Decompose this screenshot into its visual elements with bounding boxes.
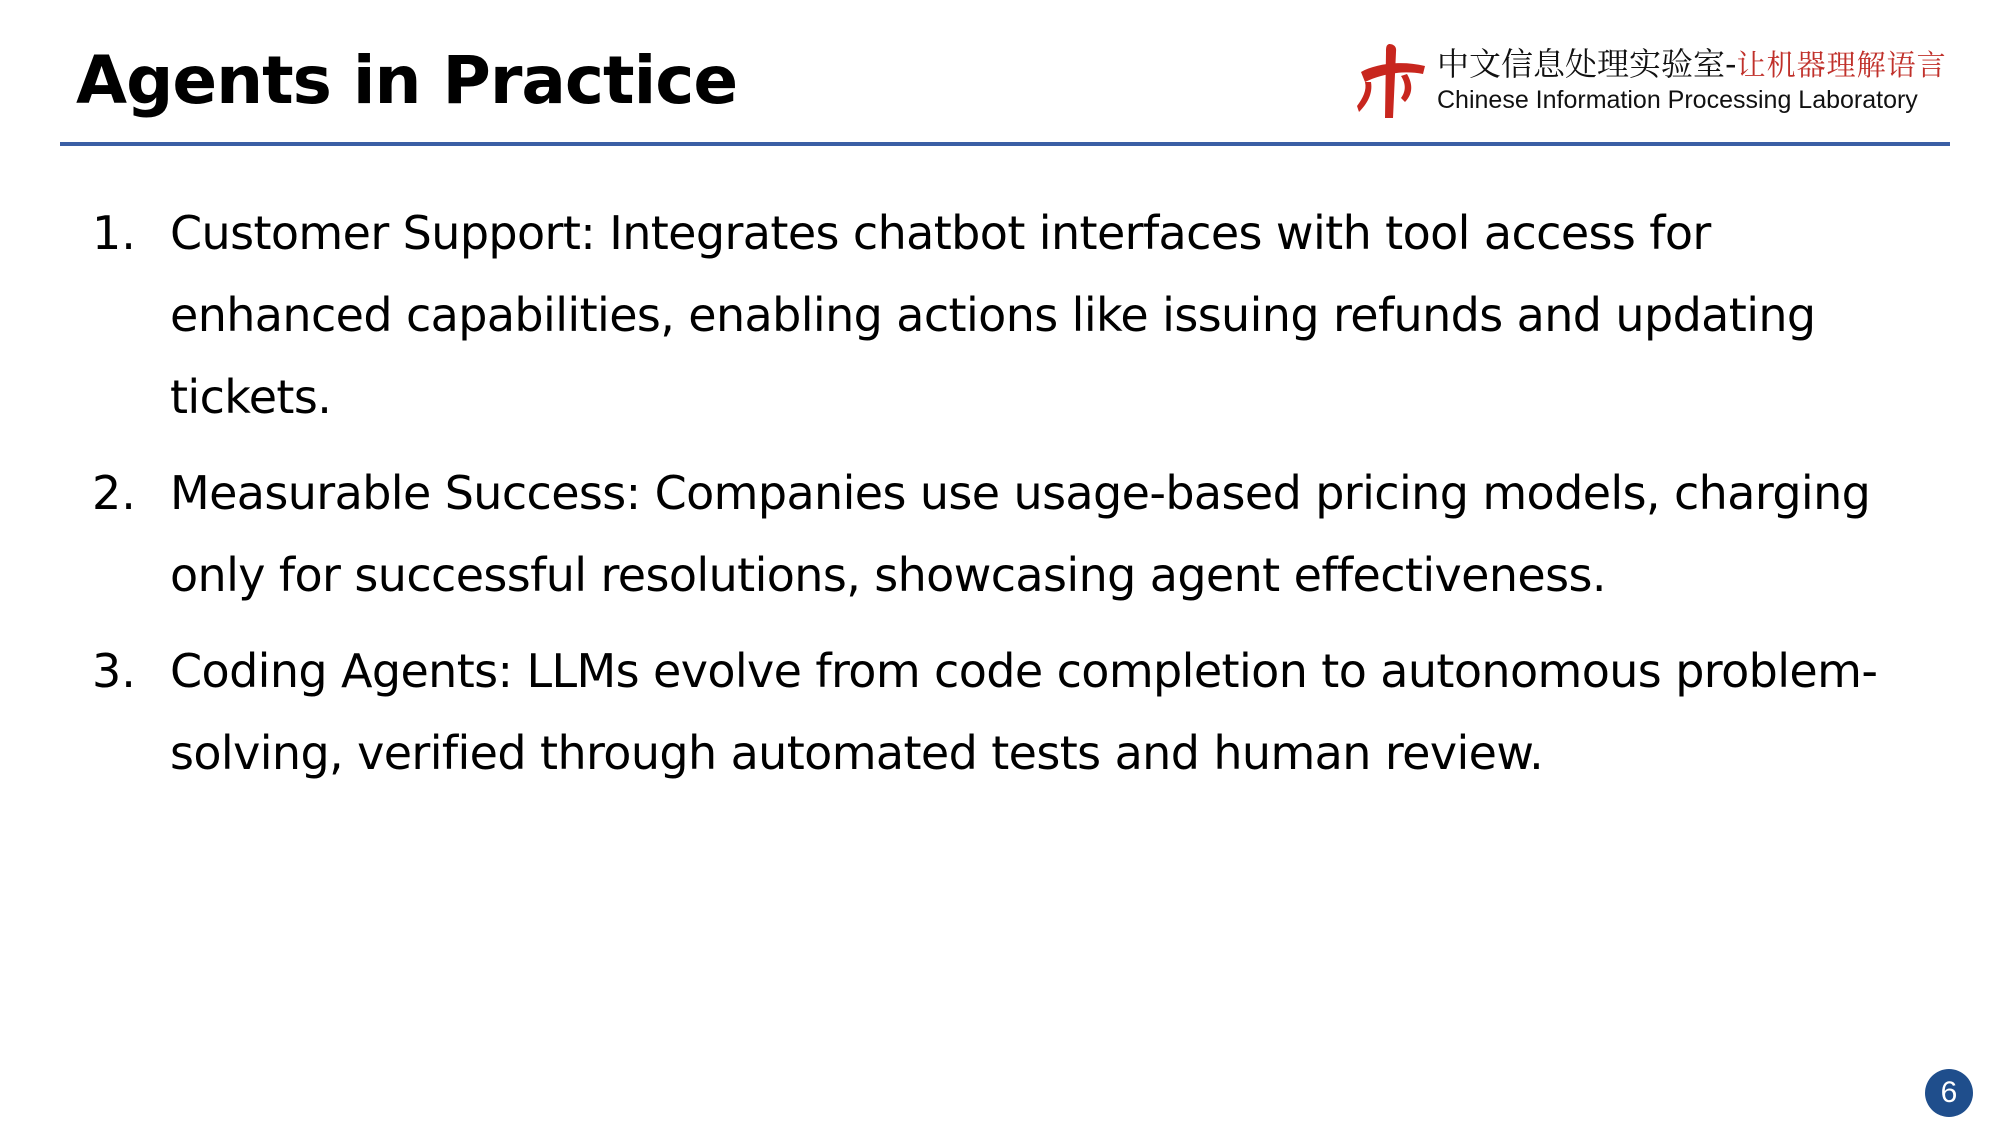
numbered-list [92,192,1912,808]
lab-slogan: 让机器理解语言 [1736,48,1947,82]
lab-logo-icon [1355,42,1429,120]
lab-name-en: Chinese Information Processing Laboratory [1437,86,1918,114]
list-item [92,192,1912,438]
list-item-text: Customer Support: Integrates chatbot interfaces with tool access for enhanced capabilities, enabling actions like issuing refunds and updating tickets. [170,206,1816,424]
list-item [92,452,1912,616]
list-item [92,630,1912,794]
list-item-text: Coding Agents: LLMs evolve from code completion to autonomous problem-solving, verified through automated tests and human review. [170,644,1878,780]
lab-logo [1355,40,1955,122]
lab-name-dash: - [1725,45,1737,83]
lab-name-cn: 中文信息处理实验室 [1437,45,1726,83]
slide-title: Agents in Practice [76,42,738,119]
list-item-number: 2. [92,466,136,520]
title-divider [60,142,1950,146]
list-item-text: Measurable Success: Companies use usage-based pricing models, charging only for successful resolutions, showcasing agent effectiveness. [170,466,1871,602]
lab-name-cn-line [1437,44,1947,85]
list-item-number: 3. [92,644,136,698]
page-number-badge: 6 [1925,1069,1973,1117]
list-item-number: 1. [92,206,136,260]
